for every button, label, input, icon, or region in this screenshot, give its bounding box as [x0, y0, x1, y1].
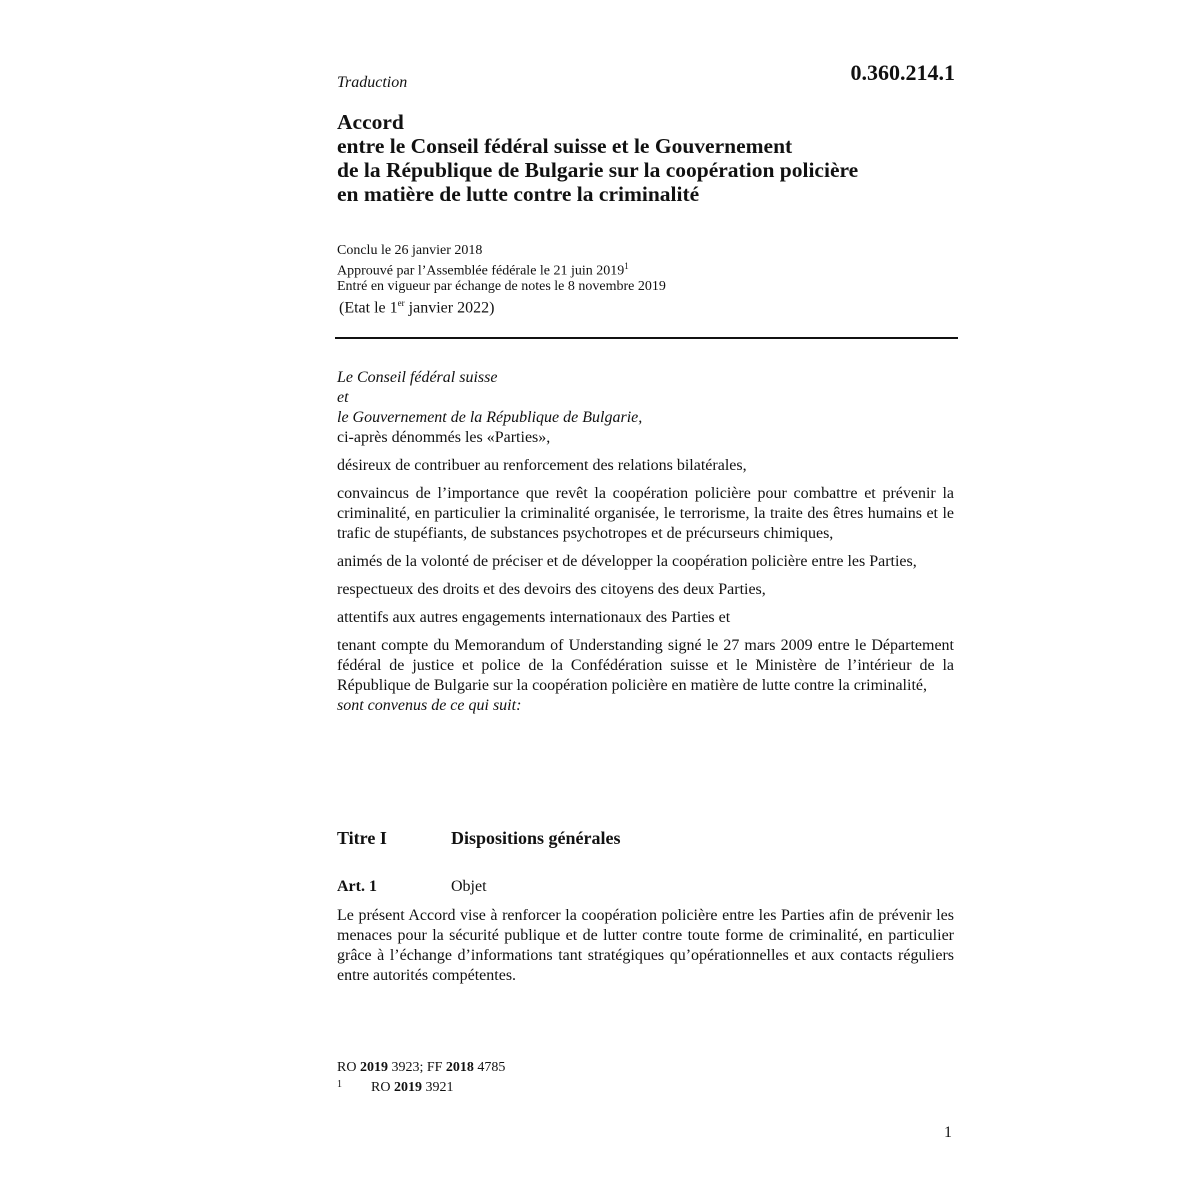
- status-date: (Etat le 1er janvier 2022): [339, 298, 495, 317]
- translation-label: Traduction: [337, 74, 408, 91]
- preamble-paragraph: respectueux des droits et des devoirs des citoyens des deux Parties,: [337, 581, 766, 598]
- article-number: Art. 1: [337, 878, 377, 895]
- title-line: Accord: [337, 110, 404, 134]
- preamble: [337, 368, 954, 716]
- footnote-ref[interactable]: 1: [624, 260, 629, 271]
- document-metadata: [337, 243, 666, 294]
- preamble-paragraph: tenant compte du Memorandum of Understanding signé le 27 mars 2009 entre le Département fédéral de justice et police de la Confédération suisse et le Ministère de l’intérieur de la République de Bulgarie sur la coopération policière en matière de lutte contre la criminalité,: [337, 637, 954, 694]
- title-heading: [337, 828, 621, 849]
- horizontal-rule: [335, 337, 958, 339]
- title-line: en matière de lutte contre la criminalité: [337, 182, 700, 206]
- conclusion-date: Conclu le 26 janvier 2018: [337, 243, 483, 258]
- title-line: entre le Conseil fédéral suisse et le Gouvernement: [337, 134, 793, 158]
- footnotes: [337, 1058, 505, 1098]
- article-heading: [337, 878, 487, 896]
- preamble-paragraph: convaincus de l’importance que revêt la coopération policière pour combattre et prévenir la criminalité, en particulier la criminalité organisée, le terrorisme, la traite des êtres humains et le trafic de stupéfiants, de substances psychotropes et de précurseurs chimiques,: [337, 485, 954, 542]
- preamble-conclusion: sont convenus de ce qui suit:: [337, 697, 522, 714]
- preamble-paragraph: désireux de contribuer au renforcement des relations bilatérales,: [337, 457, 747, 474]
- article-text: Le présent Accord vise à renforcer la coopération policière entre les Parties afin de prévenir les menaces pour la sécurité publique et de lutter contre toute forme de criminalité, en particulier grâce à l’échange d’informations tant stratégiques qu’opérationnelles et aux contacts réguliers entre autorités compétentes.: [337, 907, 954, 984]
- party-name: le Gouvernement de la République de Bulgarie,: [337, 409, 643, 426]
- conjunction: et: [337, 389, 349, 406]
- footnote-number: 1: [337, 1079, 342, 1090]
- article-title: Objet: [451, 878, 487, 895]
- title-number: Titre I: [337, 828, 387, 848]
- preamble-paragraph: attentifs aux autres engagements internationaux des Parties et: [337, 609, 731, 626]
- footnote-1: 1 RO 2019 3921: [337, 1079, 454, 1095]
- preamble-paragraph: animés de la volonté de préciser et de développer la coopération policière entre les Parties,: [337, 553, 917, 570]
- document-title: [337, 110, 977, 206]
- document-number: 0.360.214.1: [850, 60, 955, 85]
- entry-into-force-date: Entré en vigueur par échange de notes le 8 novembre 2019: [337, 278, 666, 294]
- title-name: Dispositions générales: [451, 828, 621, 848]
- title-line: de la République de Bulgarie sur la coopération policière: [337, 158, 859, 182]
- approval-date: Approuvé par l’Assemblée fédérale le 21 juin 2019$^1$: [337, 260, 629, 279]
- parties-definition: ci-après dénommés les «Parties»,: [337, 429, 551, 446]
- party-name: Le Conseil fédéral suisse: [337, 369, 498, 386]
- page-number: 1: [944, 1124, 952, 1141]
- source-reference: RO 2019 3923; FF 2018 4785: [337, 1060, 506, 1075]
